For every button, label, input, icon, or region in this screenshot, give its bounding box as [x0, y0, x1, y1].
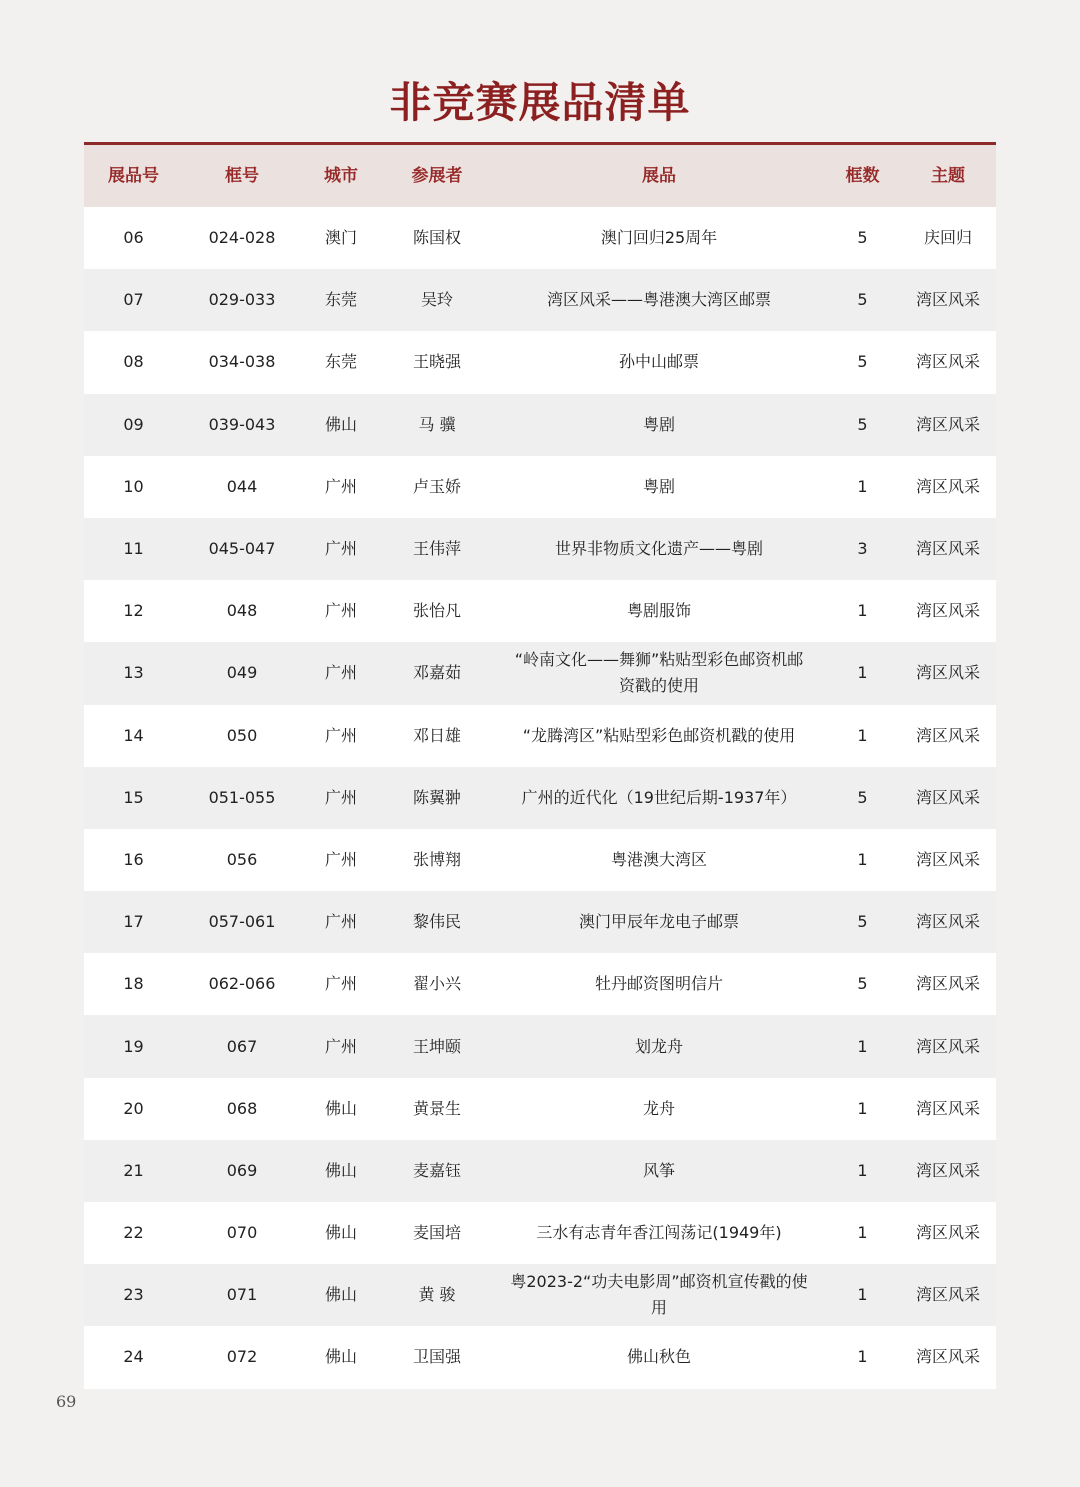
cell-frame-no: 044	[226, 476, 258, 496]
cell-exhibitor: 王伟萍	[412, 539, 461, 559]
cell-frame-no: 070	[226, 1223, 258, 1243]
cell-city: 广州	[324, 912, 357, 932]
cell-frame-count: 5	[857, 414, 868, 434]
header-exhibit: 展品	[642, 166, 676, 186]
cell-theme: 湾区风采	[915, 414, 980, 434]
cell-theme: 湾区风采	[915, 601, 980, 621]
cell-theme: 湾区风采	[915, 290, 980, 310]
table-row	[84, 269, 996, 331]
cell-theme: 湾区风采	[915, 1285, 980, 1305]
cell-frame-count: 1	[857, 663, 868, 683]
header-city: 城市	[324, 166, 358, 186]
cell-city: 广州	[324, 787, 357, 807]
cell-frame-no: 072	[226, 1347, 258, 1367]
cell-exhibitor: 黄 骏	[418, 1285, 456, 1305]
cell-exhibit-no: 22	[123, 1223, 144, 1243]
cell-frame-count: 5	[857, 352, 868, 372]
cell-exhibitor: 卢玉娇	[412, 476, 461, 496]
cell-theme: 湾区风采	[915, 1036, 980, 1056]
cell-frame-no: 050	[226, 725, 258, 745]
cell-exhibit: 澳门回归25周年	[600, 228, 718, 248]
cell-city: 广州	[324, 539, 357, 559]
table-row	[84, 580, 996, 642]
header-exhibitor: 参展者	[411, 166, 463, 186]
cell-exhibitor: 张怡凡	[412, 601, 461, 621]
table-body	[84, 207, 996, 1389]
cell-exhibitor: 卫国强	[412, 1347, 461, 1367]
table-row	[84, 1202, 996, 1264]
cell-theme: 湾区风采	[915, 476, 980, 496]
cell-frame-no: 029-033	[208, 290, 276, 310]
cell-exhibit: 三水有志青年香江闯荡记(1949年)	[536, 1223, 782, 1243]
cell-frame-count: 1	[857, 476, 868, 496]
header-frame-count: 框数	[845, 166, 880, 186]
cell-exhibit: 粤剧	[642, 476, 675, 496]
cell-exhibit-no: 18	[123, 974, 144, 994]
cell-exhibit: 孙中山邮票	[618, 352, 699, 372]
cell-frame-no: 024-028	[208, 228, 276, 248]
cell-frame-count: 3	[857, 539, 868, 559]
cell-theme: 湾区风采	[915, 1223, 980, 1243]
table-row	[84, 1078, 996, 1140]
cell-theme: 湾区风采	[915, 787, 980, 807]
cell-exhibitor: 王坤颐	[412, 1036, 461, 1056]
cell-frame-count: 1	[857, 1160, 868, 1180]
page-number: 69	[56, 1392, 77, 1411]
cell-city: 广州	[324, 725, 357, 745]
cell-city: 广州	[324, 476, 357, 496]
cell-city: 澳门	[324, 228, 357, 248]
cell-frame-no: 045-047	[208, 539, 276, 559]
cell-frame-no: 039-043	[208, 414, 276, 434]
cell-theme: 湾区风采	[915, 663, 980, 683]
cell-theme: 湾区风采	[915, 974, 980, 994]
cell-exhibit-no: 11	[123, 539, 144, 559]
cell-exhibit: 划龙舟	[634, 1036, 683, 1056]
cell-theme: 庆回归	[923, 228, 972, 248]
cell-exhibitor: 黄景生	[412, 1098, 461, 1118]
cell-frame-no: 062-066	[208, 974, 276, 994]
cell-exhibit-no: 09	[123, 414, 144, 434]
cell-city: 广州	[324, 849, 357, 869]
cell-city: 佛山	[324, 1223, 357, 1243]
cell-frame-no: 067	[226, 1036, 258, 1056]
cell-city: 广州	[324, 663, 357, 683]
cell-frame-count: 5	[857, 228, 868, 248]
cell-frame-no: 068	[226, 1098, 258, 1118]
cell-frame-count: 5	[857, 912, 868, 932]
cell-exhibit: 澳门甲辰年龙电子邮票	[578, 912, 739, 932]
table-row	[84, 829, 996, 891]
cell-exhibit-no: 15	[123, 787, 144, 807]
cell-exhibit-no: 24	[123, 1347, 144, 1367]
header-frame-no: 框号	[225, 166, 259, 186]
cell-frame-no: 034-038	[208, 352, 276, 372]
cell-frame-count: 1	[857, 725, 868, 745]
cell-frame-no: 069	[226, 1160, 258, 1180]
cell-exhibit: “龙腾湾区”粘贴型彩色邮资机戳的使用	[522, 725, 796, 745]
cell-theme: 湾区风采	[915, 849, 980, 869]
cell-exhibit-no: 13	[123, 663, 144, 683]
cell-city: 广州	[324, 974, 357, 994]
cell-theme: 湾区风采	[915, 352, 980, 372]
cell-theme: 湾区风采	[915, 1347, 980, 1367]
cell-exhibit-no: 20	[123, 1098, 144, 1118]
cell-exhibit-no: 19	[123, 1036, 144, 1056]
cell-theme: 湾区风采	[915, 539, 980, 559]
cell-exhibitor: 陈国权	[412, 228, 461, 248]
cell-exhibit-no: 17	[123, 912, 144, 932]
cell-exhibitor: 翟小兴	[412, 974, 461, 994]
cell-exhibit-no: 10	[123, 476, 144, 496]
table-row	[84, 891, 996, 953]
cell-exhibit: 风筝	[642, 1160, 675, 1180]
cell-exhibit: 广州的近代化（19世纪后期-1937年）	[521, 787, 797, 807]
cell-exhibit-no: 21	[123, 1160, 144, 1180]
cell-exhibitor: 王晓强	[412, 352, 461, 372]
cell-exhibit: 粤2023-2“功夫电影周”邮资机宣传戳的使用	[510, 1272, 808, 1318]
cell-city: 佛山	[324, 414, 357, 434]
cell-city: 佛山	[324, 1160, 357, 1180]
cell-frame-count: 5	[857, 290, 868, 310]
table-row	[84, 1264, 996, 1326]
cell-frame-no: 048	[226, 601, 258, 621]
cell-exhibit-no: 12	[123, 601, 144, 621]
cell-frame-no: 051-055	[208, 787, 276, 807]
cell-exhibitor: 张博翔	[412, 849, 461, 869]
cell-exhibitor: 黎伟民	[412, 912, 461, 932]
table-row	[84, 1015, 996, 1077]
cell-frame-count: 1	[857, 1036, 868, 1056]
cell-exhibit: 粤港澳大湾区	[610, 849, 707, 869]
cell-frame-count: 1	[857, 601, 868, 621]
cell-city: 佛山	[324, 1285, 357, 1305]
cell-exhibit: 牡丹邮资图明信片	[594, 974, 723, 994]
cell-frame-count: 1	[857, 1285, 868, 1305]
cell-exhibitor: 麦国培	[412, 1223, 461, 1243]
cell-city: 东莞	[324, 290, 357, 310]
exhibit-table	[84, 142, 996, 1389]
cell-exhibit-no: 14	[123, 725, 144, 745]
cell-exhibitor: 麦嘉钰	[412, 1160, 461, 1180]
table-row	[84, 456, 996, 518]
cell-exhibitor: 邓嘉茹	[412, 663, 461, 683]
cell-city: 佛山	[324, 1347, 357, 1367]
cell-theme: 湾区风采	[915, 1098, 980, 1118]
table-row	[84, 1326, 996, 1388]
cell-exhibit-no: 16	[123, 849, 144, 869]
cell-theme: 湾区风采	[915, 725, 980, 745]
table-row	[84, 518, 996, 580]
table-header-row	[84, 145, 996, 207]
cell-frame-no: 056	[226, 849, 258, 869]
table-row	[84, 1140, 996, 1202]
cell-exhibit: “岭南文化——舞狮”粘贴型彩色邮资机邮资戳的使用	[514, 650, 804, 696]
cell-theme: 湾区风采	[915, 1160, 980, 1180]
table-row	[84, 207, 996, 269]
cell-exhibitor: 吴玲	[420, 290, 453, 310]
cell-exhibitor: 马 骥	[418, 414, 456, 434]
cell-city: 广州	[324, 601, 357, 621]
table-row	[84, 642, 996, 704]
cell-theme: 湾区风采	[915, 912, 980, 932]
cell-frame-no: 071	[226, 1285, 258, 1305]
cell-exhibit: 世界非物质文化遗产——粤剧	[554, 539, 763, 559]
cell-frame-no: 057-061	[208, 912, 276, 932]
cell-frame-count: 5	[857, 974, 868, 994]
cell-exhibitor: 邓日雄	[412, 725, 461, 745]
cell-exhibit: 粤剧服饰	[626, 601, 691, 621]
table-row	[84, 953, 996, 1015]
cell-frame-count: 1	[857, 1223, 868, 1243]
cell-exhibitor: 陈翼翀	[412, 787, 461, 807]
cell-frame-count: 1	[857, 1098, 868, 1118]
cell-exhibit: 粤剧	[642, 414, 675, 434]
cell-frame-count: 1	[857, 849, 868, 869]
table-row	[84, 394, 996, 456]
cell-exhibit: 佛山秋色	[626, 1347, 691, 1367]
header-theme: 主题	[931, 166, 965, 186]
cell-exhibit-no: 08	[123, 352, 144, 372]
cell-exhibit-no: 06	[123, 228, 144, 248]
cell-frame-count: 5	[857, 787, 868, 807]
cell-exhibit: 湾区风采——粤港澳大湾区邮票	[546, 290, 771, 310]
header-exhibit-no: 展品号	[108, 166, 159, 186]
cell-city: 东莞	[324, 352, 357, 372]
cell-exhibit: 龙舟	[642, 1098, 675, 1118]
table-row	[84, 767, 996, 829]
table-row	[84, 331, 996, 393]
cell-frame-count: 1	[857, 1347, 868, 1367]
cell-exhibit-no: 23	[123, 1285, 144, 1305]
cell-city: 佛山	[324, 1098, 357, 1118]
cell-exhibit-no: 07	[123, 290, 144, 310]
cell-city: 广州	[324, 1036, 357, 1056]
table-row	[84, 705, 996, 767]
page-title: 非竞赛展品清单	[389, 78, 691, 127]
cell-frame-no: 049	[226, 663, 258, 683]
